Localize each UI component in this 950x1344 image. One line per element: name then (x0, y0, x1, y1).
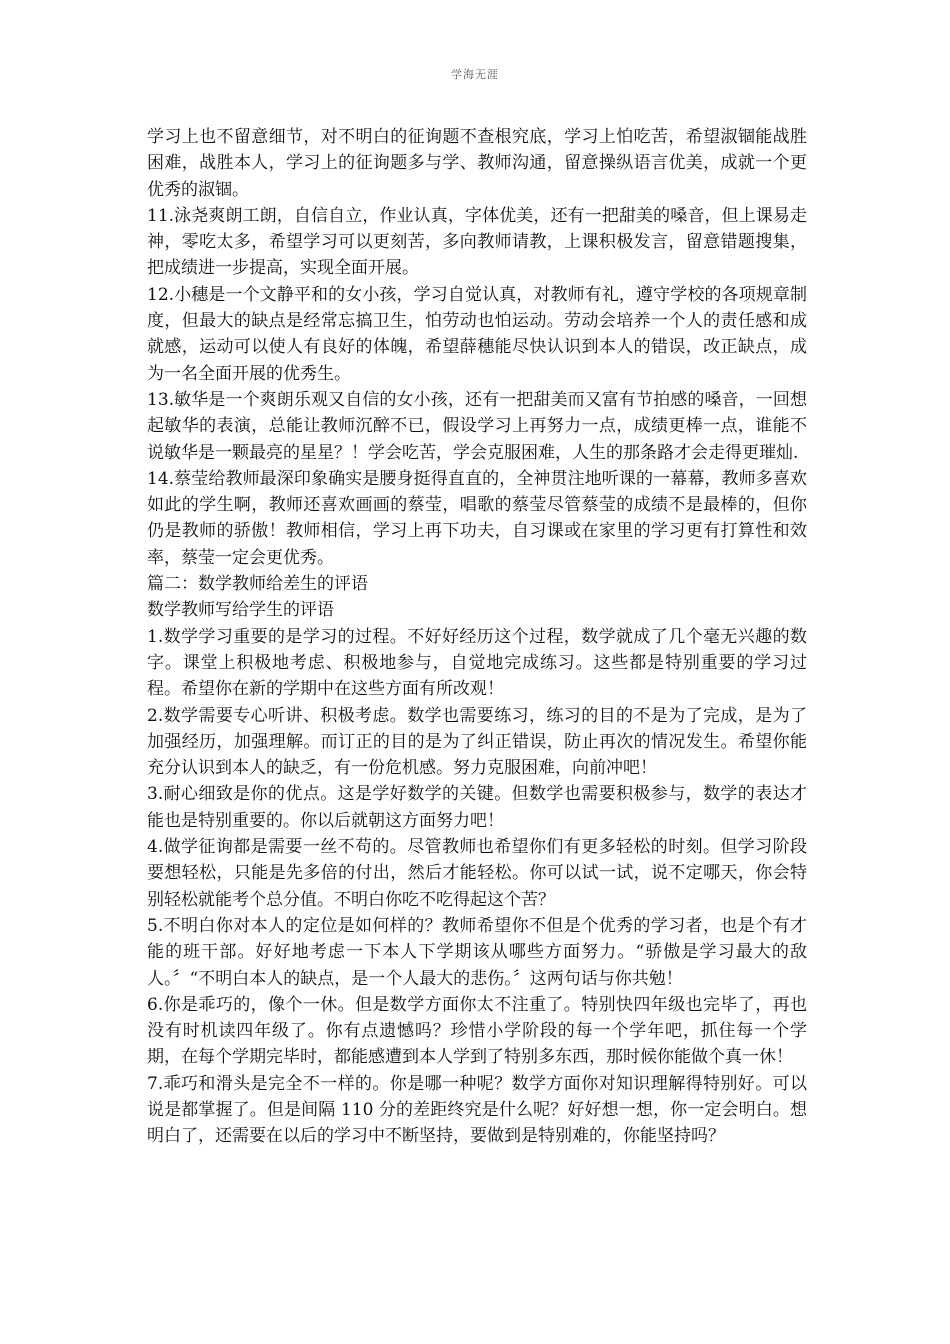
paragraph: 14.蔡莹给教师最深印象确实是腰身挺得直直的，全神贯注地听课的一幕幕，教师多喜欢如此的学生啊，教师还喜欢画画的蔡莹，唱歌的蔡莹尽管蔡莹的成绩不是最棒的，但你仍是教师的骄傲！教师相信，学习上再下功夫，自习课或在家里的学习更有打算性和效率，蔡莹一定会更优秀。 (147, 468, 807, 568)
paragraph: 5.不明白你对本人的定位是如何样的？教师希望你不但是个优秀的学习者，也是个有才能的班干部。好好地考虑一下本人下学期该从哪些方面努力。“骄傲是学习最大的敌人。〞“不明白本人的缺点，是一个人最大的悲伤。〞这两句话与你共勉！ (147, 915, 807, 989)
paragraph: 6.你是乖巧的，像个一休。但是数学方面你太不注重了。特别快四年级也完毕了，再也没有时机读四年级了。你有点遗憾吗？珍惜小学阶段的每一个学年吧，抓住每一个学期，在每个学期完毕时，都能感遭到本人学到了特别多东西，那时候你能做个真一休！ (147, 994, 807, 1068)
paragraph: 13.敏华是一个爽朗乐观又自信的女小孩，还有一把甜美而又富有节拍感的嗓音，一回想起敏华的表演，总能让教师沉醉不已，假设学习上再努力一点，成绩更棒一点，谁能不说敏华是一颗最亮的星星？！学会吃苦，学会克服困难，人生的那条路才会走得更璀灿. (147, 389, 807, 463)
paragraph: 11.泳尧爽朗工朗，自信自立，作业认真，字体优美，还有一把甜美的嗓音，但上课易走神，零吃太多，希望学习可以更刻苦，多向教师请教，上课积极发言，留意错题搜集，把成绩进一步提高，实现全面开展。 (147, 205, 807, 279)
paragraph: 2.数学需要专心听讲、积极考虑。数学也需要练习，练习的目的不是为了完成，是为了加强经历，加强理解。而订正的目的是为了纠正错误，防止再次的情况发生。希望你能充分认识到本人的缺乏，有一份危机感。努力克服困难，向前冲吧！ (147, 705, 807, 779)
paragraph: 7.乖巧和滑头是完全不一样的。你是哪一种呢？数学方面你对知识理解得特别好。可以说是都掌握了。但是间隔 110 分的差距终究是什么呢？好好想一想，你一定会明白。想明白了，还需要在以后的学习中不断坚持，要做到是特别难的，你能坚持吗？ (147, 1073, 807, 1147)
document-body (147, 124, 807, 1150)
paragraph: 4.做学征询都是需要一丝不苟的。尽管教师也希望你们有更多轻松的时刻。但学习阶段要想轻松，只能是先多倍的付出，然后才能轻松。你可以试一试，说不定哪天，你会特别轻松就能考个总分值。不明白你吃不吃得起这个苦？ (147, 837, 807, 910)
section-heading: 篇二：数学教师给差生的评语 (147, 574, 368, 595)
paragraph: 学习上也不留意细节，对不明白的征询题不查根究底，学习上怕吃苦，希望淑锢能战胜困难，战胜本人，学习上的征询题多与学、教师沟通，留意操纵语言优美，成就一个更优秀的淑锢。 (147, 127, 807, 200)
paragraph: 12.小穗是一个文静平和的女小孩，学习自觉认真，对教师有礼，遵守学校的各项规章制度，但最大的缺点是经常忘搞卫生，怕劳动也怕运动。劳动会培养一个人的责任感和成就感，运动可以使人有良好的体魄，希望薛穗能尽快认识到本人的错误，改正缺点，成为一名全面开展的优秀生。 (147, 284, 807, 384)
section-subtitle: 数学教师写给学生的评语 (147, 600, 334, 621)
page-header: 学海无涯 (451, 68, 499, 81)
paragraph: 1.数学学习重要的是学习的过程。不好好经历这个过程，数学就成了几个毫无兴趣的数字。课堂上积极地考虑、积极地参与，自觉地完成练习。这些都是特别重要的学习过程。希望你在新的学期中在这些方面有所改观！ (147, 626, 807, 700)
paragraph: 3.耐心细致是你的优点。这是学好数学的关键。但数学也需要积极参与，数学的表达才能也是特别重要的。你以后就朝这方面努力吧！ (147, 784, 807, 831)
